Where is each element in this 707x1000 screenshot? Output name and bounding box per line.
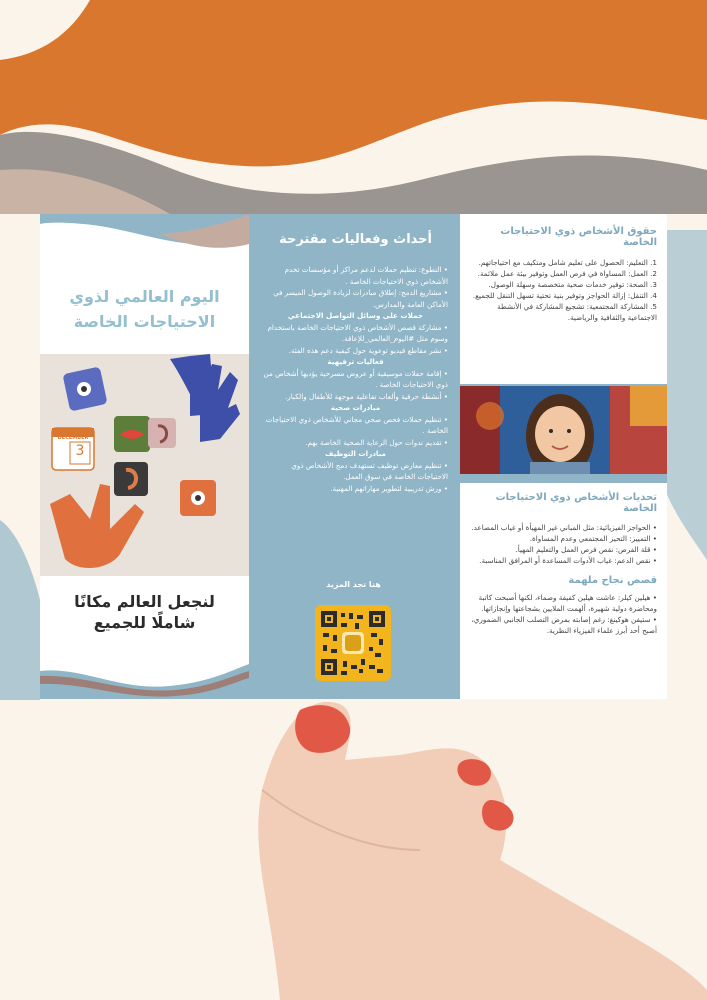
rights-panel: [458, 214, 667, 699]
cover-title-line2: الاحتياجات الخاصة: [73, 312, 216, 331]
events-title: أحداث وفعاليات مقترحة: [279, 232, 432, 247]
qr-code[interactable]: [315, 605, 391, 681]
event-line: • نشر مقاطع فيديو توعوية حول كيفية دعم هذه الفئة.: [288, 345, 448, 355]
find-more-label: هنا تجد المزيد: [326, 580, 381, 589]
child-photo: [460, 386, 667, 474]
events-panel: [249, 214, 458, 699]
event-heading: فعاليات ترفيهية: [327, 357, 384, 366]
slogan-line2: شاملًا للجميع: [93, 613, 196, 632]
event-line: • تنظيم معارض توظيف تستهدف دمج الأشخاص ذوي الاحتياجات الخاصة في سوق العمل.: [291, 460, 448, 481]
events-list: [263, 264, 448, 494]
cover-title: [40, 284, 249, 334]
event-line: • مشاركة قصص الأشخاص ذوي الاحتياجات الخاصة باستخدام وسوم مثل #اليوم_العالمي_للإعاقة.: [267, 322, 448, 343]
calendar-day: 3: [75, 443, 85, 459]
challenge-item: • قلة الفرص: نقص فرص العمل والتعليم المهيأ.: [515, 545, 657, 554]
event-line: • أنشطة حرفية وألعاب تفاعلية موجهة للأطفال والكبار.: [284, 391, 448, 401]
cover-title-line1: اليوم العالمي لذوي: [69, 287, 220, 306]
cover-panel: [40, 214, 249, 699]
event-heading: مبادرات صحية: [330, 403, 381, 412]
challenge-item: • نقص الدعم: غياب الأدوات المساعدة أو المرافق المناسبة.: [479, 556, 657, 565]
event-line: • تقديم ندوات حول الرعاية الصحية الخاصة بهم.: [305, 437, 448, 447]
event-line: • ورش تدريبية لتطوير مهاراتهم المهنية.: [330, 483, 448, 493]
rights-item: 4. التنقل: إزالة الحواجز وتوفير بنية تحتية تسهل التنقل للجميع.: [472, 291, 657, 300]
brochure: [40, 214, 667, 699]
event-line: • تنظيم حملات فحص صحي مجاني للأشخاص ذوي الاحتياجات الخاصة .: [265, 414, 448, 435]
event-line: • إقامة حفلات موسيقية أو عروض مسرحية يؤديها أشخاص من ذوي الاحتياجات الخاصة .: [263, 368, 448, 389]
rights-item: 5. المشاركة المجتمعية: تشجيع المشاركة في الأنشطة الاجتماعية والثقافية والرياضية.: [497, 302, 657, 322]
rights-title: حقوق الأشخاص ذوي الاحتياجات الخاصة: [500, 226, 657, 248]
rights-item: 2. العمل: المساواة في فرص العمل وتوفير بيئة عمل ملائمة.: [477, 269, 657, 278]
challenge-item: • الحواجز الفيزيائية: مثل المباني غير المهيأة أو غياب المصاعد.: [471, 523, 657, 532]
event-heading: مبادرات التوظيف: [325, 449, 386, 458]
event-heading: حملات على وسائل التواصل الاجتماعي: [287, 311, 424, 320]
story-item: • هيلين كيلر: عاشت هيلين كفيفة وصماء، لكنها أصبحت كاتبة ومحاضرة دولية شهيرة، ألهمت الملايين بشجاعتها وإنجازاتها.: [478, 593, 657, 613]
challenge-item: • التمييز: التحيز المجتمعي وعدم المساواة.: [529, 534, 657, 543]
puzzle-illustration: [40, 354, 249, 576]
rights-item: 1. التعليم: الحصول على تعليم شامل ومتكيف مع احتياجاتهم.: [478, 258, 657, 267]
event-line: • التطوع: تنظيم حملات لدعم مراكز أو مؤسسات تخدم الأشخاص ذوي الاحتياجات الخاصة .: [284, 265, 448, 286]
stories-title: قصص نجاح ملهمة: [568, 575, 657, 586]
rights-item: 3. الصحة: توفير خدمات صحية متخصصة وسهلة الوصول.: [488, 280, 657, 289]
event-line: • مشاريع الدمج: إطلاق مبادرات لزيادة الوصول الميسر في الأماكن العامة والمدارس.: [273, 288, 448, 309]
calendar-month: DECEMBER: [57, 435, 89, 441]
slogan: [40, 591, 249, 633]
slogan-line1: لنجعل العالم مكانًا: [74, 592, 215, 611]
story-item: • ستيفن هوكينغ: رغم إصابته بمرض التصلب الجانبي الضموري، أصبح أحد أبرز علماء الفيزياء النظرية.: [471, 615, 657, 635]
challenges-card: [460, 483, 667, 699]
rights-card: [460, 214, 667, 384]
challenges-title: تحديات الأشخاص ذوي الاحتياجات الخاصة: [495, 492, 657, 514]
